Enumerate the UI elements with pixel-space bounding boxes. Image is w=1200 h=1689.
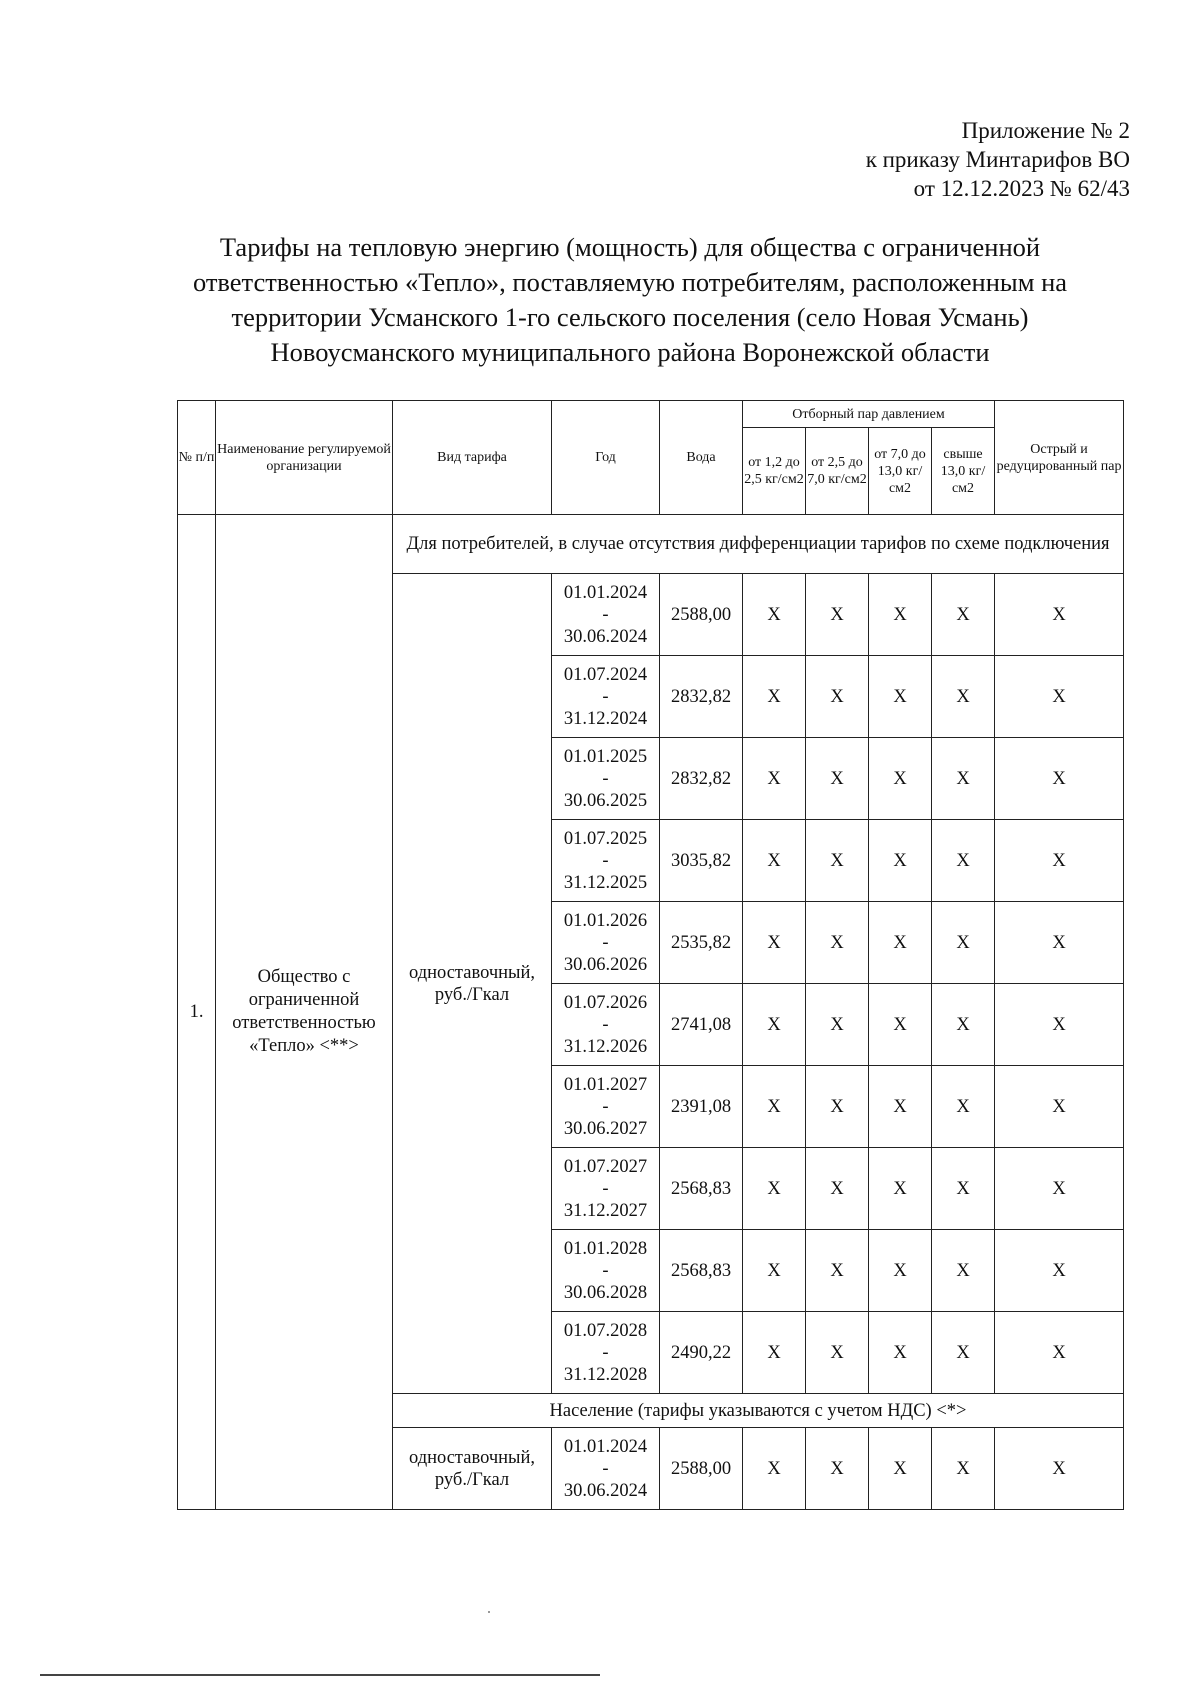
period-to: 30.06.2024 bbox=[563, 1480, 648, 1501]
steam-value: X bbox=[869, 1428, 932, 1510]
period-dash: - bbox=[602, 1458, 609, 1479]
period-from: 01.01.2028 bbox=[563, 1238, 648, 1259]
steam-value: X bbox=[806, 1148, 869, 1230]
steam-value: X bbox=[806, 1428, 869, 1510]
steam-value: X bbox=[932, 984, 995, 1066]
steam-value: X bbox=[932, 820, 995, 902]
period-dash: - bbox=[602, 850, 609, 871]
steam-value: X bbox=[743, 820, 806, 902]
group-label-population: Население (тарифы указываются с учетом НДС) <*> bbox=[393, 1394, 1124, 1428]
period-from: 01.07.2028 bbox=[563, 1320, 648, 1341]
page-title bbox=[160, 230, 1100, 370]
period-to: 31.12.2028 bbox=[563, 1364, 648, 1385]
steam-value: X bbox=[743, 738, 806, 820]
sharp-steam-value: X bbox=[995, 1148, 1124, 1230]
sharp-steam-value: X bbox=[995, 656, 1124, 738]
period bbox=[552, 1066, 660, 1148]
period-dash: - bbox=[602, 1342, 609, 1363]
steam-value: X bbox=[869, 1148, 932, 1230]
period-dash: - bbox=[602, 768, 609, 789]
header-steam-3: от 7,0 до 13,0 кг/см2 bbox=[869, 428, 932, 515]
steam-value: X bbox=[932, 1428, 995, 1510]
period-dash: - bbox=[602, 604, 609, 625]
header-steam-2: от 2,5 до 7,0 кг/см2 bbox=[806, 428, 869, 515]
scan-speck bbox=[488, 1611, 490, 1613]
steam-value: X bbox=[869, 1312, 932, 1394]
water-value: 2568,83 bbox=[660, 1230, 743, 1312]
steam-value: X bbox=[869, 738, 932, 820]
period bbox=[552, 1148, 660, 1230]
period-dash: - bbox=[602, 1178, 609, 1199]
sharp-steam-value: X bbox=[995, 820, 1124, 902]
row-number: 1. bbox=[178, 515, 216, 1510]
steam-value: X bbox=[743, 574, 806, 656]
org-name: Общество с ограниченной ответственностью «Тепло» <**> bbox=[216, 515, 393, 1510]
appendix-line: Приложение № 2 bbox=[961, 118, 1130, 143]
header-steam-1: от 1,2 до 2,5 кг/см2 bbox=[743, 428, 806, 515]
period-to: 31.12.2025 bbox=[563, 872, 648, 893]
sharp-steam-value: X bbox=[995, 1312, 1124, 1394]
header-tariff-type: Вид тарифа bbox=[393, 401, 552, 515]
steam-value: X bbox=[869, 1230, 932, 1312]
period-to: 30.06.2025 bbox=[563, 790, 648, 811]
steam-value: X bbox=[932, 574, 995, 656]
period bbox=[552, 1428, 660, 1510]
period-from: 01.01.2024 bbox=[563, 582, 648, 603]
period-from: 01.07.2024 bbox=[563, 664, 648, 685]
water-value: 3035,82 bbox=[660, 820, 743, 902]
appendix-block bbox=[866, 116, 1130, 203]
steam-value: X bbox=[932, 1312, 995, 1394]
header-sharp-steam: Острый и редуцированный пар bbox=[995, 401, 1124, 515]
steam-value: X bbox=[743, 902, 806, 984]
period-from: 01.07.2025 bbox=[563, 828, 648, 849]
period-dash: - bbox=[602, 1014, 609, 1035]
period-to: 30.06.2026 bbox=[563, 954, 648, 975]
period-to: 31.12.2027 bbox=[563, 1200, 648, 1221]
header-num: № п/п bbox=[178, 401, 216, 515]
steam-value: X bbox=[743, 1428, 806, 1510]
sharp-steam-value: X bbox=[995, 984, 1124, 1066]
water-value: 2568,83 bbox=[660, 1148, 743, 1230]
period-from: 01.01.2024 bbox=[563, 1436, 648, 1457]
period-from: 01.01.2027 bbox=[563, 1074, 648, 1095]
steam-value: X bbox=[806, 738, 869, 820]
water-value: 2535,82 bbox=[660, 902, 743, 984]
title-line: территории Усманского 1-го сельского поселения (село Новая Усмань) bbox=[231, 302, 1029, 332]
steam-value: X bbox=[932, 656, 995, 738]
steam-value: X bbox=[743, 656, 806, 738]
steam-value: X bbox=[932, 1148, 995, 1230]
period-dash: - bbox=[602, 932, 609, 953]
steam-value: X bbox=[743, 1312, 806, 1394]
steam-value: X bbox=[743, 1148, 806, 1230]
sharp-steam-value: X bbox=[995, 1428, 1124, 1510]
tariff-type: одноставочный, руб./Гкал bbox=[393, 1428, 552, 1510]
period bbox=[552, 738, 660, 820]
period-dash: - bbox=[602, 1260, 609, 1281]
water-value: 2832,82 bbox=[660, 738, 743, 820]
steam-value: X bbox=[806, 574, 869, 656]
steam-value: X bbox=[932, 738, 995, 820]
water-value: 2391,08 bbox=[660, 1066, 743, 1148]
steam-value: X bbox=[806, 1066, 869, 1148]
title-line: ответственностью «Тепло», поставляемую потребителям, расположенным на bbox=[192, 267, 1068, 297]
period bbox=[552, 984, 660, 1066]
header-steam-group: Отборный пар давлением bbox=[743, 401, 995, 428]
steam-value: X bbox=[743, 1230, 806, 1312]
steam-value: X bbox=[869, 902, 932, 984]
water-value: 2741,08 bbox=[660, 984, 743, 1066]
steam-value: X bbox=[806, 656, 869, 738]
steam-value: X bbox=[932, 1066, 995, 1148]
steam-value: X bbox=[743, 984, 806, 1066]
appendix-date: от 12.12.2023 № 62/43 bbox=[913, 176, 1130, 201]
appendix-order: к приказу Минтарифов ВО bbox=[865, 147, 1130, 172]
steam-value: X bbox=[869, 1066, 932, 1148]
steam-value: X bbox=[932, 1230, 995, 1312]
tariff-type: одноставочный, руб./Гкал bbox=[393, 574, 552, 1394]
period-to: 30.06.2028 bbox=[563, 1282, 648, 1303]
water-value: 2588,00 bbox=[660, 574, 743, 656]
steam-value: X bbox=[932, 902, 995, 984]
steam-value: X bbox=[869, 656, 932, 738]
period-from: 01.07.2027 bbox=[563, 1156, 648, 1177]
title-line: Новоусманского муниципального района Воронежской области bbox=[270, 337, 990, 367]
period bbox=[552, 1230, 660, 1312]
period bbox=[552, 902, 660, 984]
steam-value: X bbox=[806, 820, 869, 902]
period-dash: - bbox=[602, 1096, 609, 1117]
steam-value: X bbox=[806, 1312, 869, 1394]
sharp-steam-value: X bbox=[995, 574, 1124, 656]
sharp-steam-value: X bbox=[995, 1066, 1124, 1148]
period-to: 30.06.2024 bbox=[563, 626, 648, 647]
period bbox=[552, 574, 660, 656]
steam-value: X bbox=[806, 984, 869, 1066]
steam-value: X bbox=[869, 574, 932, 656]
period-to: 31.12.2026 bbox=[563, 1036, 648, 1057]
steam-value: X bbox=[806, 1230, 869, 1312]
period bbox=[552, 1312, 660, 1394]
steam-value: X bbox=[743, 1066, 806, 1148]
sharp-steam-value: X bbox=[995, 738, 1124, 820]
group-label-consumers: Для потребителей, в случае отсутствия дифференциации тарифов по схеме подключения bbox=[393, 515, 1124, 574]
header-water: Вода bbox=[660, 401, 743, 515]
period-to: 31.12.2024 bbox=[563, 708, 648, 729]
header-steam-4: свыше 13,0 кг/см2 bbox=[932, 428, 995, 515]
period-dash: - bbox=[602, 686, 609, 707]
sharp-steam-value: X bbox=[995, 1230, 1124, 1312]
period-from: 01.01.2025 bbox=[563, 746, 648, 767]
steam-value: X bbox=[869, 984, 932, 1066]
steam-value: X bbox=[806, 902, 869, 984]
tariff-table bbox=[177, 400, 1124, 1510]
period-to: 30.06.2027 bbox=[563, 1118, 648, 1139]
header-org: Наименование регулируемой организации bbox=[216, 401, 393, 515]
water-value: 2490,22 bbox=[660, 1312, 743, 1394]
water-value: 2588,00 bbox=[660, 1428, 743, 1510]
title-line: Тарифы на тепловую энергию (мощность) для общества с ограниченной bbox=[219, 232, 1041, 262]
period bbox=[552, 820, 660, 902]
period bbox=[552, 656, 660, 738]
period-from: 01.07.2026 bbox=[563, 992, 648, 1013]
scan-edge-line bbox=[40, 1674, 600, 1676]
water-value: 2832,82 bbox=[660, 656, 743, 738]
steam-value: X bbox=[869, 820, 932, 902]
period-from: 01.01.2026 bbox=[563, 910, 648, 931]
sharp-steam-value: X bbox=[995, 902, 1124, 984]
header-year: Год bbox=[552, 401, 660, 515]
